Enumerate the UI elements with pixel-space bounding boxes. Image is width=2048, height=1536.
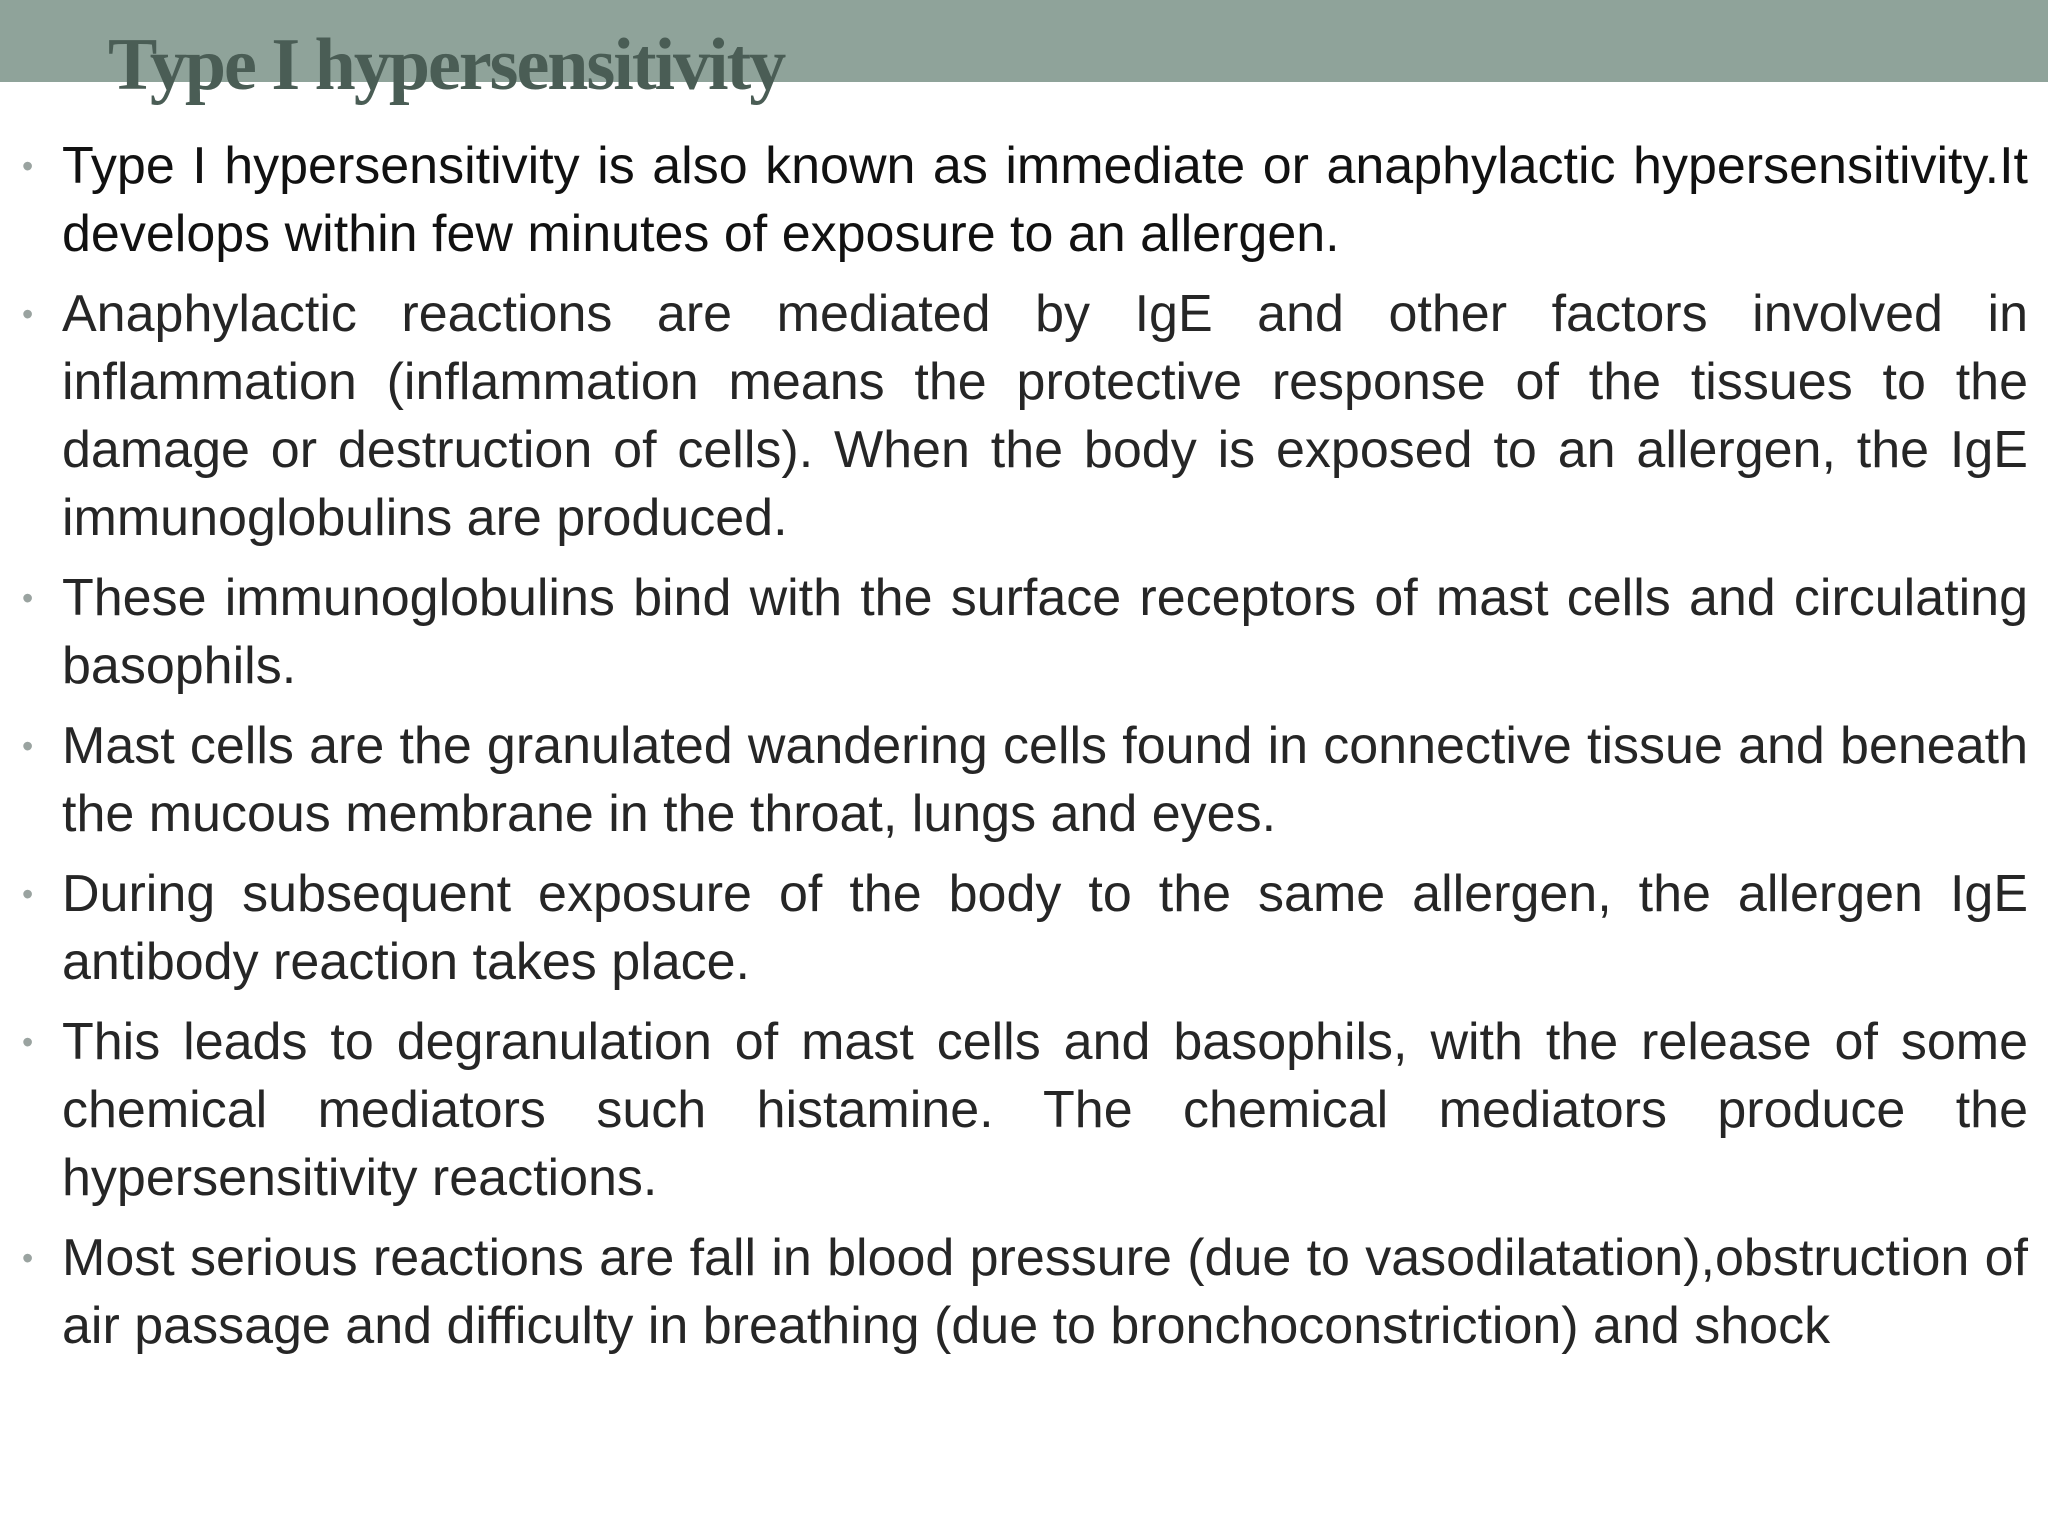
bullet-text: Most serious reactions are fall in blood pressure (due to vasodilatation),obstruction of air passage and difficulty in breathing (due to bronchoconstriction) and shock <box>62 1229 2028 1355</box>
bullet-text: During subsequent exposure of the body to the same allergen, the allergen IgE antibody reaction takes place. <box>62 865 2028 991</box>
bullet-item <box>0 1224 2028 1360</box>
bullet-text: Mast cells are the granulated wandering cells found in connective tissue and beneath the mucous membrane in the throat, lungs and eyes. <box>62 717 2028 843</box>
bullet-item <box>0 712 2028 848</box>
slide-title: Type I hypersensitivity <box>108 24 785 106</box>
bullet-list <box>0 132 2028 1372</box>
bullet-text: Type I hypersensitivity is also known as immediate or anaphylactic hypersensitivity.It develops within few minutes of exposure to an allergen. <box>62 137 2028 263</box>
bullet-text: This leads to degranulation of mast cells and basophils, with the release of some chemical mediators such histamine. The chemical mediators produce the hypersensitivity reactions. <box>62 1013 2028 1207</box>
bullet-text: Anaphylactic reactions are mediated by IgE and other factors involved in inflammation (inflammation means the protective response of the tissues to the damage or destruction of cells). When the body is exposed to an allergen, the IgE immunoglobulins are produced. <box>62 285 2028 547</box>
bullet-item <box>0 132 2028 268</box>
bullet-dot-icon: • <box>22 876 34 912</box>
bullet-item <box>0 564 2028 700</box>
bullet-dot-icon: • <box>22 728 34 764</box>
bullet-dot-icon: • <box>22 296 34 332</box>
bullet-dot-icon: • <box>22 148 34 184</box>
bullet-dot-icon: • <box>22 1240 34 1276</box>
bullet-dot-icon: • <box>22 580 34 616</box>
bullet-text: These immunoglobulins bind with the surface receptors of mast cells and circulating basophils. <box>62 569 2028 695</box>
bullet-item <box>0 280 2028 552</box>
bullet-dot-icon: • <box>22 1024 34 1060</box>
bullet-item <box>0 1008 2028 1212</box>
bullet-item <box>0 860 2028 996</box>
